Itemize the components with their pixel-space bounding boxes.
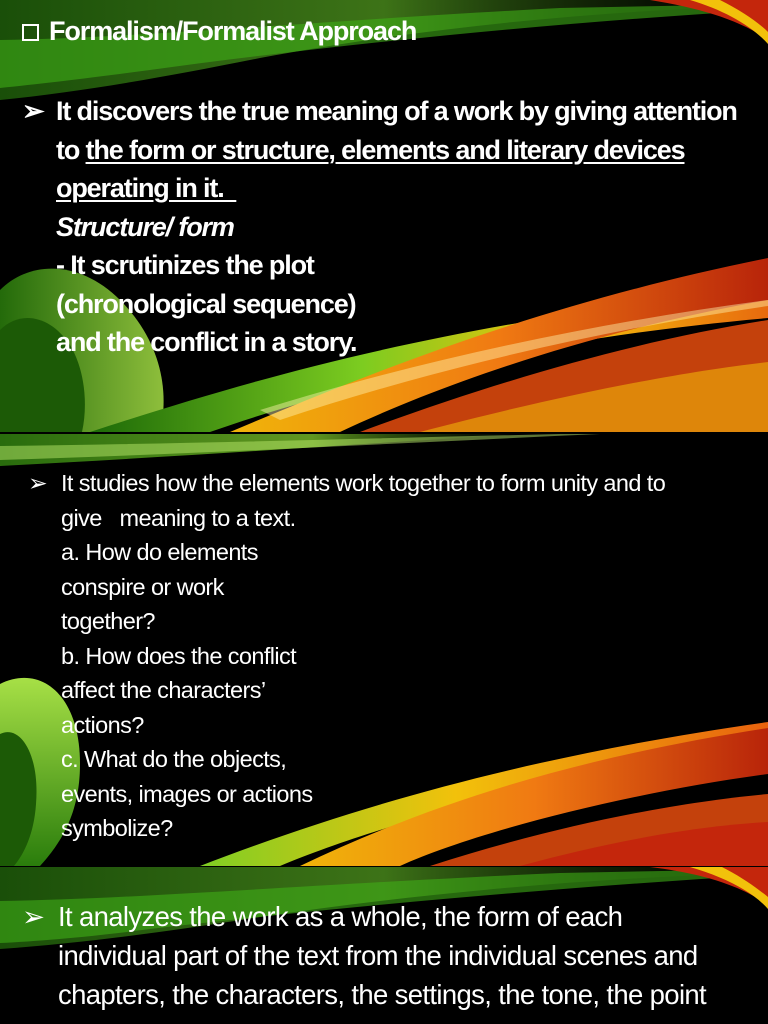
slide-1-heading-row	[22, 16, 416, 47]
slide-3-body	[22, 897, 762, 1014]
slide-1-line-2	[22, 131, 757, 170]
arrow-bullet-icon: ➢	[28, 470, 48, 496]
slide-1-body	[22, 92, 757, 362]
slide-1-line-5: - It scrutinizes the plot	[56, 250, 314, 280]
slide-1-line-1-text: It discovers the true meaning of a work by giving attention	[56, 96, 737, 126]
slide-1-line-6: (chronological sequence)	[56, 288, 356, 319]
slide-1-line-7: and the conflict in a story.	[56, 327, 357, 357]
arrow-bullet-icon: ➢	[22, 96, 44, 126]
slide-1	[0, 0, 768, 432]
slide-1-content	[0, 0, 768, 432]
slide-2-line-6: b. How does the conflict	[61, 642, 297, 669]
slide-2-line-10: events, images or actions	[61, 780, 313, 807]
slide-2	[0, 434, 768, 866]
slide-3-line-2: individual part of the text from the individual scenes and	[58, 940, 698, 971]
slide-1-subheading: Structure/ form	[56, 211, 234, 242]
square-checkbox-icon	[22, 24, 39, 41]
slide-3-line-1	[22, 897, 762, 936]
slide-2-line-11: symbolize?	[61, 815, 173, 841]
slide-2-body	[28, 466, 748, 846]
slide-2-line-4: conspire or work	[61, 573, 224, 600]
slide-2-line-1	[28, 466, 748, 501]
slide-3-content	[0, 867, 768, 1024]
slide-2-line-3: a. How do elements	[61, 539, 258, 565]
slide-1-line-3	[22, 169, 757, 208]
slide-2-line-8: actions?	[61, 711, 144, 738]
slide-2-line-5: together?	[61, 608, 155, 634]
slide-1-line-2-underlined: the form or structure, elements and literary devices	[85, 134, 685, 165]
slide-2-content	[0, 434, 768, 866]
slide-2-line-7: affect the characters’	[61, 677, 266, 703]
slide-2-line-1-text: It studies how the elements work together to form unity and to	[61, 470, 666, 496]
slide-2-line-9: c. What do the objects,	[61, 746, 287, 772]
slide-3	[0, 867, 768, 1024]
slide-3-line-3: chapters, the characters, the settings, the tone, the point	[58, 979, 707, 1010]
slide-1-line-2-prefix: to	[56, 134, 86, 165]
slide-1-line-1	[22, 92, 757, 131]
slide-3-line-1-text: It analyzes the work as a whole, the form of each	[58, 901, 623, 932]
slide-2-line-2: give meaning to a text.	[61, 504, 296, 531]
arrow-bullet-icon: ➢	[22, 901, 45, 932]
slide-1-heading: Formalism/Formalist Approach	[49, 16, 417, 46]
slide-1-line-3-underlined: operating in it.	[56, 173, 237, 203]
